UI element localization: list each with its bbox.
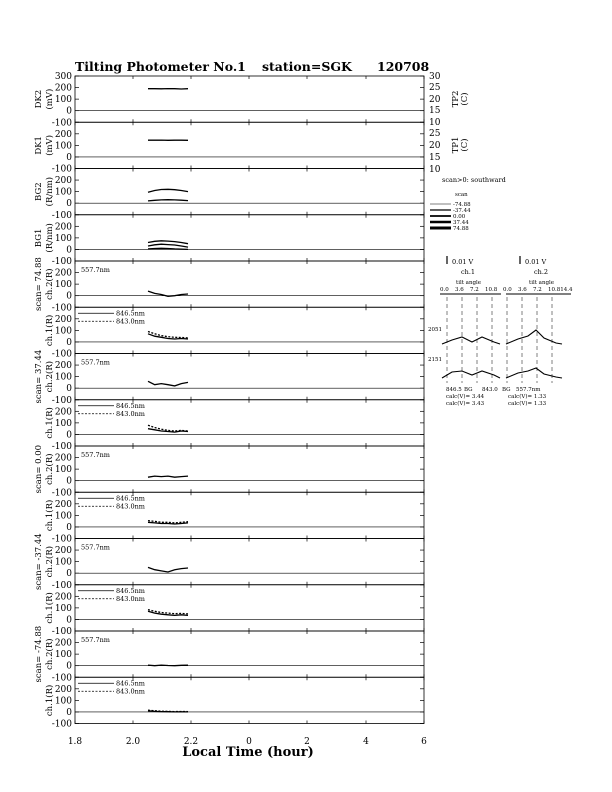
y-tick-label: -100 bbox=[51, 534, 72, 545]
data-series bbox=[148, 567, 188, 572]
filter-label: 557.7nm bbox=[516, 387, 541, 393]
panel-12 bbox=[44, 585, 424, 637]
y-tick-label: 200 bbox=[54, 361, 72, 372]
panel-frame bbox=[75, 122, 424, 168]
y-tick-label: -100 bbox=[51, 395, 72, 406]
y-axis-label: scan= 74.88 bbox=[34, 257, 44, 312]
x-tick-label: 6 bbox=[421, 737, 427, 747]
right-y-tick-label: 25 bbox=[429, 83, 441, 93]
right-y-tick-label: 10 bbox=[429, 118, 441, 128]
y-tick-label: 200 bbox=[54, 222, 72, 233]
y-tick-label: 100 bbox=[54, 557, 72, 568]
x-tick-label: 2.2 bbox=[183, 737, 199, 747]
y-tick-label: 0 bbox=[66, 199, 72, 210]
y-tick-label: 0 bbox=[66, 569, 72, 580]
y-tick-label: 0 bbox=[66, 106, 72, 117]
y-tick-label: 0 bbox=[66, 337, 72, 348]
calibration-value: calc(V)= 3.44 bbox=[446, 394, 485, 400]
y-tick-label: 200 bbox=[54, 592, 72, 603]
y-tick-label: 200 bbox=[54, 314, 72, 325]
legend-label: 843.0nm bbox=[116, 317, 145, 326]
channel-label: ch.1 bbox=[461, 268, 476, 276]
y-tick-label: 200 bbox=[54, 407, 72, 418]
y-tick-label: 100 bbox=[54, 187, 72, 198]
y-tick-label: -100 bbox=[51, 303, 72, 314]
inset-label: 557.7nm bbox=[81, 451, 110, 459]
panel-6 bbox=[44, 307, 424, 359]
right-axis-label: TP1 bbox=[451, 136, 461, 154]
scan-legend-value: 74.88 bbox=[453, 226, 469, 232]
y-tick-label: 100 bbox=[54, 95, 72, 106]
y-tick-label: -100 bbox=[51, 719, 72, 730]
x-tick-label: 2.0 bbox=[125, 737, 141, 747]
right-axis-unit: (C) bbox=[460, 138, 470, 152]
panel-8 bbox=[44, 400, 424, 452]
y-axis-unit: ch.1(R) bbox=[45, 314, 55, 347]
data-series bbox=[148, 332, 188, 338]
calibration-value: calc(V)= 1.33 bbox=[508, 394, 547, 400]
scan-legend-value: 37.44 bbox=[453, 220, 469, 226]
tilt-tick-label: 3.6 bbox=[455, 287, 464, 293]
legend-label: 846.5nm bbox=[116, 679, 145, 688]
calibration-value: calc(V)= 3.43 bbox=[446, 401, 485, 407]
y-tick-label: 0 bbox=[66, 245, 72, 256]
x-tick-label: 0 bbox=[246, 737, 252, 747]
y-tick-label: 0 bbox=[66, 615, 72, 626]
x-tick-label: 2 bbox=[304, 737, 310, 747]
legend-label: 846.5nm bbox=[116, 494, 145, 503]
panel-stack bbox=[34, 72, 424, 730]
y-axis-unit: ch.2(R) bbox=[45, 360, 55, 393]
y-tick-label: -100 bbox=[51, 257, 72, 267]
right-y-tick-label: 30 bbox=[429, 72, 441, 82]
y-axis-unit: ch.1(R) bbox=[45, 684, 55, 717]
date-label: 120708 bbox=[377, 59, 430, 74]
data-series bbox=[148, 189, 188, 192]
tilt-profile-line bbox=[442, 337, 500, 344]
inset-label: 557.7nm bbox=[81, 358, 110, 367]
y-axis-unit: ch.2(R) bbox=[45, 638, 55, 670]
y-tick-label: 0 bbox=[66, 384, 72, 395]
panel-5 bbox=[34, 257, 424, 313]
x-axis-label: Local Time (hour) bbox=[182, 745, 314, 760]
right-y-tick-label: 20 bbox=[429, 141, 441, 151]
y-axis-label: BG2 bbox=[34, 182, 44, 201]
tilt-tick-label: 0.0 bbox=[440, 287, 449, 293]
calibration-label: 0.01 V bbox=[525, 258, 547, 266]
y-tick-label: 200 bbox=[54, 546, 72, 557]
side-legend-panel bbox=[428, 176, 573, 407]
y-axis-unit: ch.2(R) bbox=[45, 268, 55, 300]
y-tick-label: 200 bbox=[54, 83, 72, 94]
y-tick-label: -100 bbox=[51, 349, 72, 360]
panel-frame bbox=[75, 169, 424, 215]
y-tick-label: -100 bbox=[51, 488, 72, 499]
y-axis-label: DK2 bbox=[34, 89, 44, 109]
y-tick-label: 100 bbox=[54, 326, 72, 337]
y-tick-label: -100 bbox=[51, 210, 72, 221]
y-axis-label: DK1 bbox=[34, 136, 44, 155]
x-tick-label: 4 bbox=[363, 737, 369, 747]
y-tick-label: 100 bbox=[54, 650, 72, 661]
right-y-tick-label: 15 bbox=[429, 106, 441, 116]
panel-11 bbox=[34, 533, 424, 590]
y-tick-label: 100 bbox=[54, 372, 72, 383]
tilt-tick-label: 10.814.4 bbox=[548, 287, 573, 293]
x-tick-label: 1.8 bbox=[67, 737, 83, 747]
y-tick-label: 0 bbox=[66, 430, 72, 441]
right-y-tick-label: 20 bbox=[429, 95, 441, 105]
right-axis-unit: (C) bbox=[460, 92, 470, 106]
tilt-tick-label: 0.0 bbox=[503, 287, 512, 293]
y-tick-label: 200 bbox=[54, 129, 72, 140]
inset-label: 557.7nm bbox=[81, 543, 110, 552]
panel-9 bbox=[34, 445, 424, 498]
right-y-tick-label: 15 bbox=[429, 153, 441, 163]
panel-4 bbox=[34, 215, 424, 267]
y-tick-label: 0 bbox=[66, 522, 72, 533]
y-tick-label: -100 bbox=[51, 580, 72, 591]
y-tick-label: 200 bbox=[54, 499, 72, 510]
scan-legend-value: -37.44 bbox=[453, 208, 471, 214]
y-tick-label: 0 bbox=[66, 476, 72, 487]
tilt-angle-title: tilt angle bbox=[456, 280, 482, 286]
y-axis-label: scan= -37.44 bbox=[34, 533, 44, 590]
y-tick-label: 200 bbox=[54, 268, 72, 279]
y-tick-label: 0 bbox=[66, 707, 72, 718]
legend-label: 843.0nm bbox=[116, 502, 145, 511]
tilt-tick-label: 7.2 bbox=[470, 287, 479, 293]
calibration-label: 0.01 V bbox=[452, 258, 474, 266]
right-axis bbox=[429, 72, 470, 175]
filter-label: BG bbox=[502, 387, 511, 393]
y-tick-label: -100 bbox=[51, 164, 72, 175]
tilt-profile-line bbox=[506, 368, 562, 378]
y-tick-label: 200 bbox=[54, 453, 72, 464]
y-axis-unit: ch.1(R) bbox=[45, 407, 55, 439]
panel-3 bbox=[34, 169, 424, 221]
right-y-tick-label: 10 bbox=[429, 165, 441, 175]
y-tick-label: 100 bbox=[54, 696, 72, 707]
y-axis-unit: (mV) bbox=[45, 134, 55, 156]
profile-time-label: 2051 bbox=[428, 327, 442, 333]
y-tick-label: 100 bbox=[54, 141, 72, 152]
y-axis-unit: (mV) bbox=[45, 88, 55, 110]
panel-1 bbox=[34, 72, 424, 128]
y-axis-unit: (R/nm) bbox=[45, 223, 55, 253]
data-series bbox=[148, 200, 188, 201]
y-tick-label: -100 bbox=[51, 118, 72, 129]
station-label: station=SGK bbox=[262, 59, 352, 74]
tilt-profile-line bbox=[442, 371, 500, 378]
data-series bbox=[148, 244, 188, 247]
scan-legend-title: scan bbox=[455, 192, 468, 198]
tilt-profile-line bbox=[506, 330, 562, 344]
y-axis-label: BG1 bbox=[34, 228, 44, 248]
y-tick-label: 100 bbox=[54, 418, 72, 429]
right-y-tick-label: 25 bbox=[429, 129, 441, 139]
filter-label: BG bbox=[464, 387, 473, 393]
scan-legend-value: 0.00 bbox=[453, 214, 466, 220]
panel-frame bbox=[75, 631, 424, 677]
legend-label: 846.5nm bbox=[116, 586, 145, 595]
panel-14 bbox=[44, 677, 424, 729]
legend-label: 843.0nm bbox=[116, 687, 145, 696]
data-series bbox=[148, 611, 188, 615]
y-axis-unit: ch.1(R) bbox=[45, 592, 55, 624]
y-tick-label: 100 bbox=[54, 603, 72, 614]
panel-frame bbox=[75, 539, 424, 585]
y-tick-label: 100 bbox=[54, 280, 72, 291]
tilt-tick-label: 7.2 bbox=[533, 287, 542, 293]
y-tick-label: 0 bbox=[66, 661, 72, 672]
y-tick-label: 200 bbox=[54, 684, 72, 695]
y-tick-label: 0 bbox=[66, 152, 72, 163]
panel-frame bbox=[75, 354, 424, 400]
y-axis-unit: ch.2(R) bbox=[45, 453, 55, 485]
data-series bbox=[148, 711, 188, 712]
y-tick-label: 200 bbox=[54, 176, 72, 187]
scan-legend-value: -74.88 bbox=[453, 202, 471, 208]
y-axis-label: scan= -74.88 bbox=[34, 625, 44, 683]
tilt-angle-title: tilt angle bbox=[529, 280, 555, 286]
y-tick-label: 200 bbox=[54, 638, 72, 649]
inset-label: 557.7nm bbox=[81, 266, 110, 274]
legend-label: 846.5nm bbox=[116, 401, 145, 410]
data-series bbox=[148, 665, 188, 666]
data-series bbox=[148, 522, 188, 524]
y-axis-label: scan= 0.00 bbox=[34, 444, 44, 494]
inset-label: 557.7nm bbox=[81, 636, 110, 644]
y-tick-label: 100 bbox=[54, 511, 72, 522]
right-axis-label: TP2 bbox=[451, 90, 461, 108]
panel-frame bbox=[75, 76, 424, 122]
legend-label: 846.5nm bbox=[116, 309, 145, 318]
y-tick-label: 100 bbox=[54, 465, 72, 476]
filter-label: 843.0 bbox=[482, 387, 498, 393]
data-series bbox=[148, 381, 188, 386]
panel-frame bbox=[75, 446, 424, 492]
profile-time-label: 2151 bbox=[428, 357, 442, 363]
panel-2 bbox=[34, 122, 424, 174]
figure-title: Tilting Photometer No.1 bbox=[75, 59, 246, 74]
data-series bbox=[148, 476, 188, 477]
panel-frame bbox=[75, 215, 424, 261]
scan-note: scan>0: southward bbox=[442, 176, 506, 184]
y-axis-unit: ch.2(R) bbox=[45, 545, 55, 578]
legend-label: 843.0nm bbox=[116, 594, 145, 603]
tilt-tick-label: 3.6 bbox=[518, 287, 527, 293]
tilt-tick-label: 10.8 bbox=[485, 287, 498, 293]
filter-label: 846.5 bbox=[446, 387, 462, 393]
channel-label: ch.2 bbox=[534, 268, 549, 276]
y-axis-unit: (R/nm) bbox=[45, 176, 55, 207]
data-series bbox=[148, 429, 188, 432]
y-tick-label: -100 bbox=[51, 627, 72, 637]
y-axis-label: scan= 37.44 bbox=[34, 349, 44, 404]
panel-10 bbox=[44, 492, 424, 544]
y-tick-label: 100 bbox=[54, 233, 72, 244]
panel-frame bbox=[75, 261, 424, 307]
y-tick-label: 300 bbox=[54, 72, 72, 82]
data-series bbox=[148, 241, 188, 244]
y-tick-label: -100 bbox=[51, 442, 72, 452]
legend-label: 843.0nm bbox=[116, 409, 145, 418]
panel-13 bbox=[34, 626, 424, 683]
data-series bbox=[148, 334, 188, 339]
y-tick-label: 0 bbox=[66, 291, 72, 302]
calibration-value: calc(V)= 1.33 bbox=[508, 401, 547, 407]
panel-7 bbox=[34, 350, 424, 406]
y-axis-unit: ch.1(R) bbox=[45, 499, 55, 532]
y-tick-label: -100 bbox=[51, 673, 72, 684]
